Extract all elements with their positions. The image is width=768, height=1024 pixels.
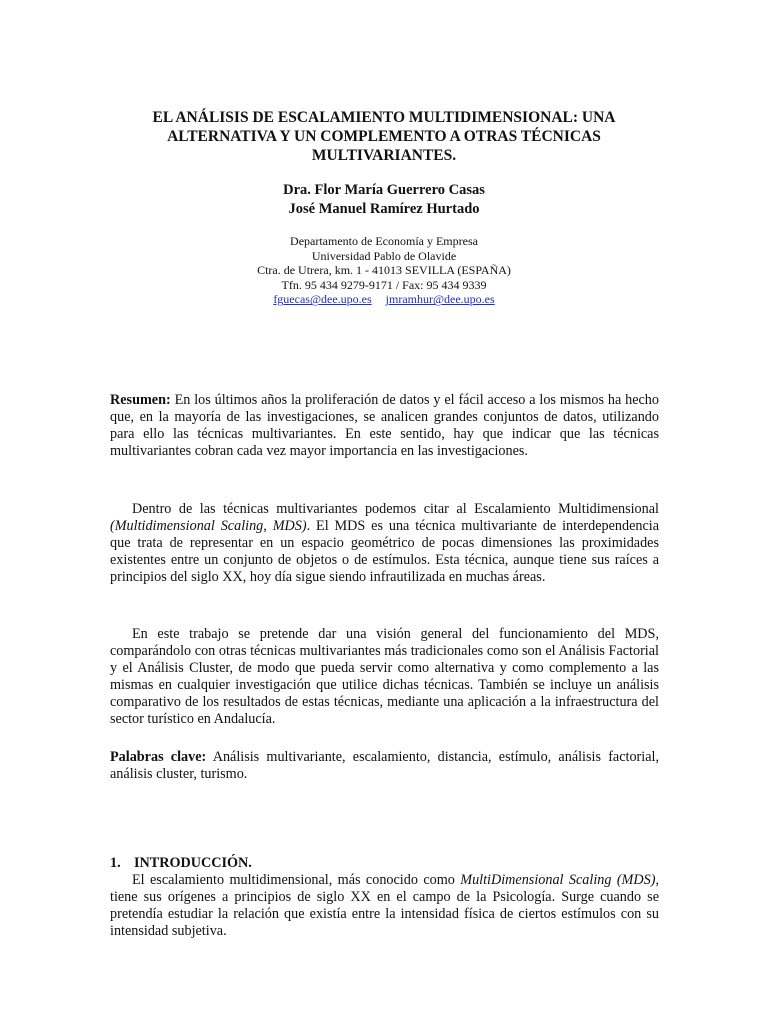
title-line: EL ANÁLISIS DE ESCALAMIENTO MULTIDIMENSIONAL: UNA: [152, 109, 616, 126]
author-name: José Manuel Ramírez Hurtado: [288, 201, 480, 217]
paragraph-text: El escalamiento multidimensional, más conocido como: [132, 872, 461, 888]
paragraph-text: , tiene sus orígenes a principios de siglo XX en el campo de la Psicología. Surge cuando se pretendía estudiar la relación que existía entre la intensidad física de ciertos estímulos con su intensidad subjetiva.: [110, 872, 659, 940]
abstract-label: Resumen:: [110, 392, 171, 408]
abstract-paragraph-3: [110, 626, 659, 729]
author-list: [110, 181, 658, 219]
keywords-paragraph: [110, 749, 659, 783]
email-link-1[interactable]: fguecas@dee.upo.es: [273, 292, 372, 307]
abstract-text: En los últimos años la proliferación de datos y el fácil acceso a los mismos ha hecho que, en la mayoría de las investigaciones, se analicen grandes conjuntos de datos, utilizando para ello las técnicas multivariantes. En este sentido, hay que indicar que las técnicas multivariantes cobran cada vez mayor importancia en las investigaciones.: [110, 392, 659, 460]
paper-title: [110, 108, 658, 165]
intro-paragraph: [110, 872, 659, 940]
email-link-2[interactable]: jmramhur@dee.upo.es: [385, 292, 495, 307]
affiliation-block: [110, 234, 658, 307]
italic-term: MultiDimensional Scaling (MDS): [460, 872, 656, 888]
abstract-paragraph-1: [110, 392, 659, 460]
university: Universidad Pablo de Olavide: [311, 248, 457, 263]
abstract-paragraph-2: [110, 501, 659, 586]
phone-fax: Tfn. 95 434 9279-9171 / Fax: 95 434 9339: [281, 277, 487, 292]
italic-term: (Multidimensional Scaling, MDS): [110, 518, 307, 535]
author-name: Dra. Flor María Guerrero Casas: [283, 182, 485, 198]
section-heading: [110, 855, 659, 872]
section-number: 1.: [110, 855, 121, 871]
address: Ctra. de Utrera, km. 1 - 41013 SEVILLA (ESPAÑA): [257, 263, 511, 278]
keywords-label: Palabras clave:: [110, 749, 207, 765]
email-line: [110, 292, 658, 307]
keywords-text: Análisis multivariante, escalamiento, distancia, estímulo, análisis factorial, análisis cluster, turismo.: [110, 749, 660, 783]
section-title: INTRODUCCIÓN.: [134, 855, 252, 871]
paragraph-text: . El MDS es una técnica multivariante de interdependencia que trata de representar en un espacio geométrico de pocas dimensiones las proximidades existentes entre un conjunto de objetos o de estímulos. Esta técnica, aunque tiene sus raíces a principios del siglo XX, hoy día sigue siendo infrautilizada en muchas áreas.: [110, 518, 659, 586]
paragraph-text: Dentro de las técnicas multivariantes podemos citar al Escalamiento Multidimensional: [132, 501, 659, 517]
department: Departamento de Economía y Empresa: [290, 234, 478, 248]
paragraph-text: En este trabajo se pretende dar una visión general del funcionamiento del MDS, comparándolo con otras técnicas multivariantes más tradicionales como son el Análisis Factorial y el Análisis Cluster, de modo que pueda servir como alternativa y como complemento a las mismas en cualquier investigación que utilice dichas técnicas. También se incluye un análisis comparativo de los resultados de estas técnicas, mediante una aplicación a la infraestructura del sector turístico en Andalucía.: [110, 626, 659, 728]
title-line: MULTIVARIANTES.: [311, 147, 457, 164]
title-line: ALTERNATIVA Y UN COMPLEMENTO A OTRAS TÉCNICAS: [167, 128, 601, 145]
